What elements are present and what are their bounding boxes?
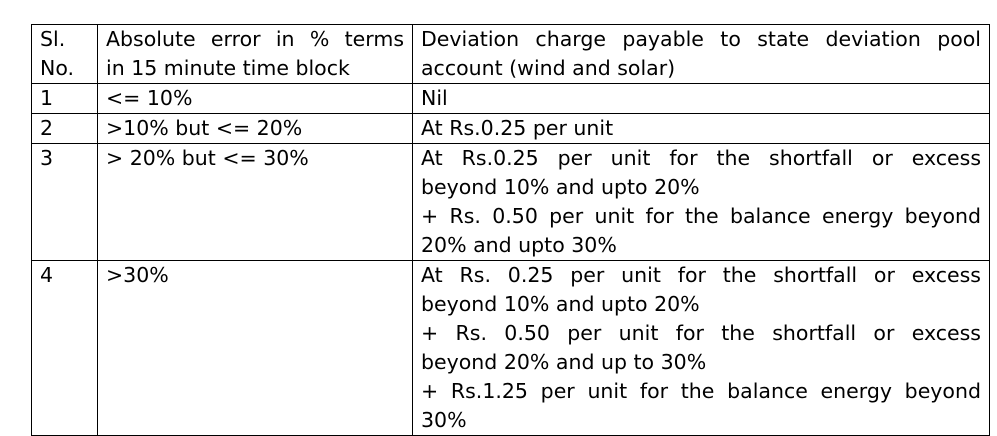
row-deviation-charge	[413, 144, 990, 261]
header-serial-line-2: No.	[40, 56, 75, 80]
header-serial-line-1: Sl.	[40, 27, 66, 51]
charge-line: At Rs.0.25 per unit for the shortfall or excess	[421, 146, 981, 170]
header-error-line-1: Absolute error in % terms	[106, 27, 404, 51]
charge-line: Nil	[421, 86, 448, 110]
charge-line: At Rs.0.25 per unit	[421, 116, 614, 140]
charge-line: + Rs.1.25 per unit for the balance energy beyond	[421, 379, 981, 403]
row-serial-number: 1	[32, 84, 98, 114]
charge-line: 20% and upto 30%	[421, 233, 617, 257]
row-absolute-error: >10% but <= 20%	[98, 114, 413, 144]
charge-line: beyond 20% and up to 30%	[421, 350, 707, 374]
charge-line: + Rs. 0.50 per unit for the shortfall or excess	[421, 321, 981, 345]
charge-line: 30%	[421, 408, 467, 432]
row-deviation-charge	[413, 114, 990, 144]
deviation-charge-table	[31, 24, 990, 436]
header-deviation-charge	[413, 25, 990, 84]
header-serial-number	[32, 25, 98, 84]
row-absolute-error: <= 10%	[98, 84, 413, 114]
row-serial-number: 4	[32, 261, 98, 436]
charge-line: beyond 10% and upto 20%	[421, 292, 700, 316]
charge-line: + Rs. 0.50 per unit for the balance energy beyond	[421, 204, 981, 228]
row-absolute-error: >30%	[98, 261, 413, 436]
row-deviation-charge	[413, 84, 990, 114]
table-row	[32, 144, 990, 261]
charge-line: beyond 10% and upto 20%	[421, 175, 700, 199]
header-charge-line-1: Deviation charge payable to state deviation pool	[421, 27, 981, 51]
table-row	[32, 84, 990, 114]
header-absolute-error	[98, 25, 413, 84]
row-absolute-error: > 20% but <= 30%	[98, 144, 413, 261]
header-charge-line-2: account (wind and solar)	[421, 56, 676, 80]
table-row	[32, 261, 990, 436]
table-header-row	[32, 25, 990, 84]
charge-line: At Rs. 0.25 per unit for the shortfall or excess	[421, 263, 981, 287]
row-deviation-charge	[413, 261, 990, 436]
table-row	[32, 114, 990, 144]
row-serial-number: 2	[32, 114, 98, 144]
header-error-line-2: in 15 minute time block	[106, 56, 350, 80]
row-serial-number: 3	[32, 144, 98, 261]
